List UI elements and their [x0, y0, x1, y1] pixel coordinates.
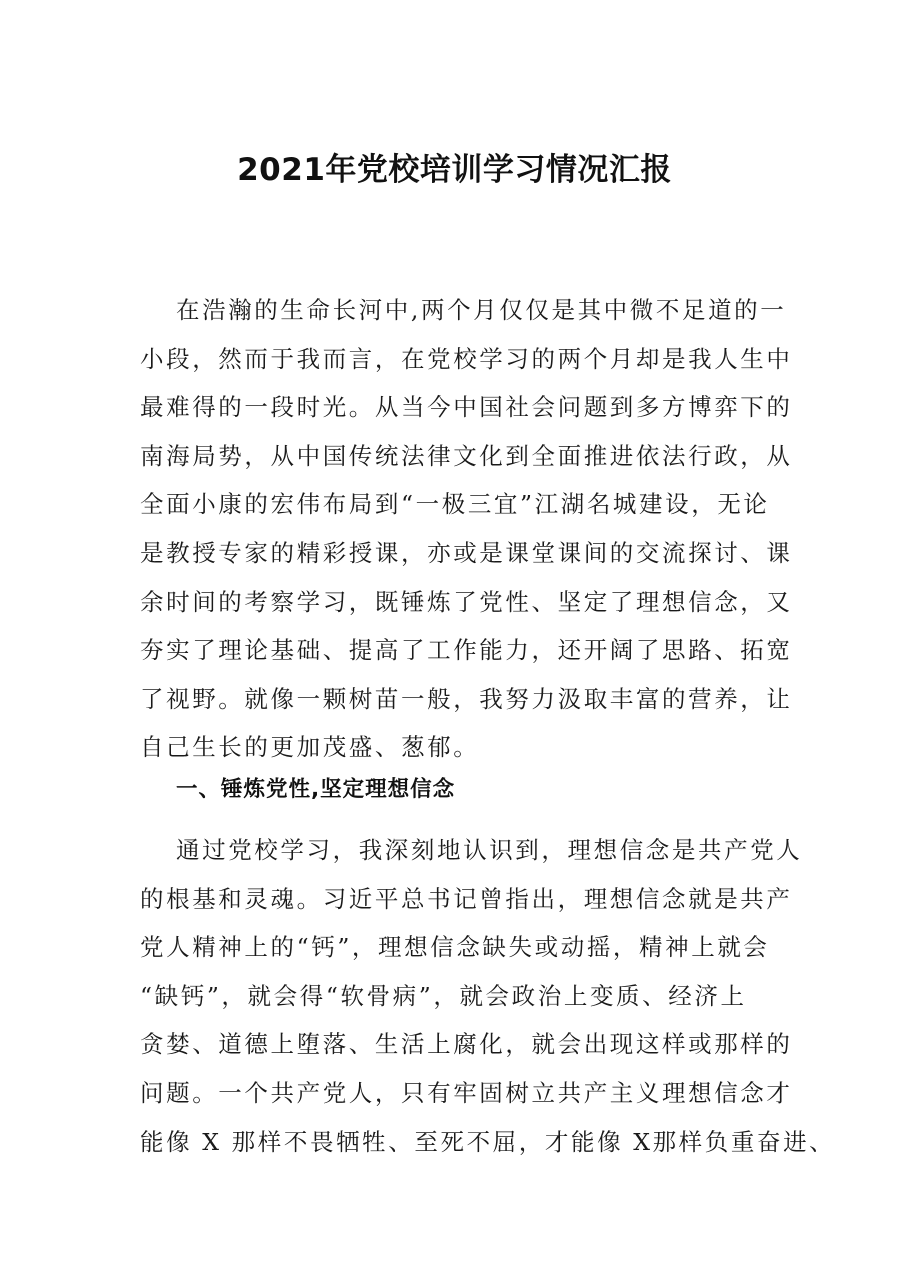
- paragraph-line: 夯实了理论基础、提高了工作能力，还开阔了思路、拓宽: [140, 636, 793, 665]
- paragraph-line: 了视野。就像一颗树苗一般，我努力汲取丰富的营养，让: [140, 684, 793, 713]
- section-heading: 一、锤炼党性,坚定理想信念: [176, 777, 456, 802]
- document-title: 2021年党校培训学习情况汇报: [237, 152, 672, 188]
- paragraph-line: 在浩瀚的生命长河中,两个月仅仅是其中微不足道的一: [176, 296, 787, 324]
- paragraph-line: 余时间的考察学习，既锤炼了党性、坚定了理想信念，又: [140, 587, 793, 616]
- paragraph-line: 能像 X 那样不畏牺牲、至死不屈，才能像 X那样负重奋进、: [140, 1127, 836, 1156]
- paragraph-section1: [140, 826, 836, 1166]
- paragraph-line: 的根基和灵魂。习近平总书记曾指出，理想信念就是共产: [140, 884, 793, 913]
- paragraph-line: 党人精神上的“钙”，理想信念缺失或动摇，精神上就会: [140, 933, 770, 962]
- paragraph-line: 问题。一个共产党人，只有牢固树立共产主义理想信念才: [140, 1078, 793, 1107]
- paragraph-line: 通过党校学习，我深刻地认识到，理想信念是共产党人: [176, 836, 803, 864]
- paragraph-line: “缺钙”，就会得“软骨病”，就会政治上变质、经济上: [140, 981, 747, 1010]
- paragraph-intro: [140, 286, 793, 772]
- paragraph-line: 小段，然而于我而言，在党校学习的两个月却是我人生中: [140, 344, 793, 373]
- paragraph-line: 自己生长的更加茂盛、葱郁。: [140, 733, 480, 762]
- paragraph-line: 全面小康的宏伟布局到“一极三宜”江湖名城建设，无论: [140, 490, 770, 519]
- paragraph-line: 贪婪、道德上堕落、生活上腐化，就会出现这样或那样的: [140, 1030, 793, 1059]
- paragraph-line: 最难得的一段时光。从当今中国社会问题到多方博弈下的: [140, 393, 793, 422]
- paragraph-line: 南海局势，从中国传统法律文化到全面推进依法行政，从: [140, 441, 793, 470]
- paragraph-line: 是教授专家的精彩授课，亦或是课堂课间的交流探讨、课: [140, 538, 793, 567]
